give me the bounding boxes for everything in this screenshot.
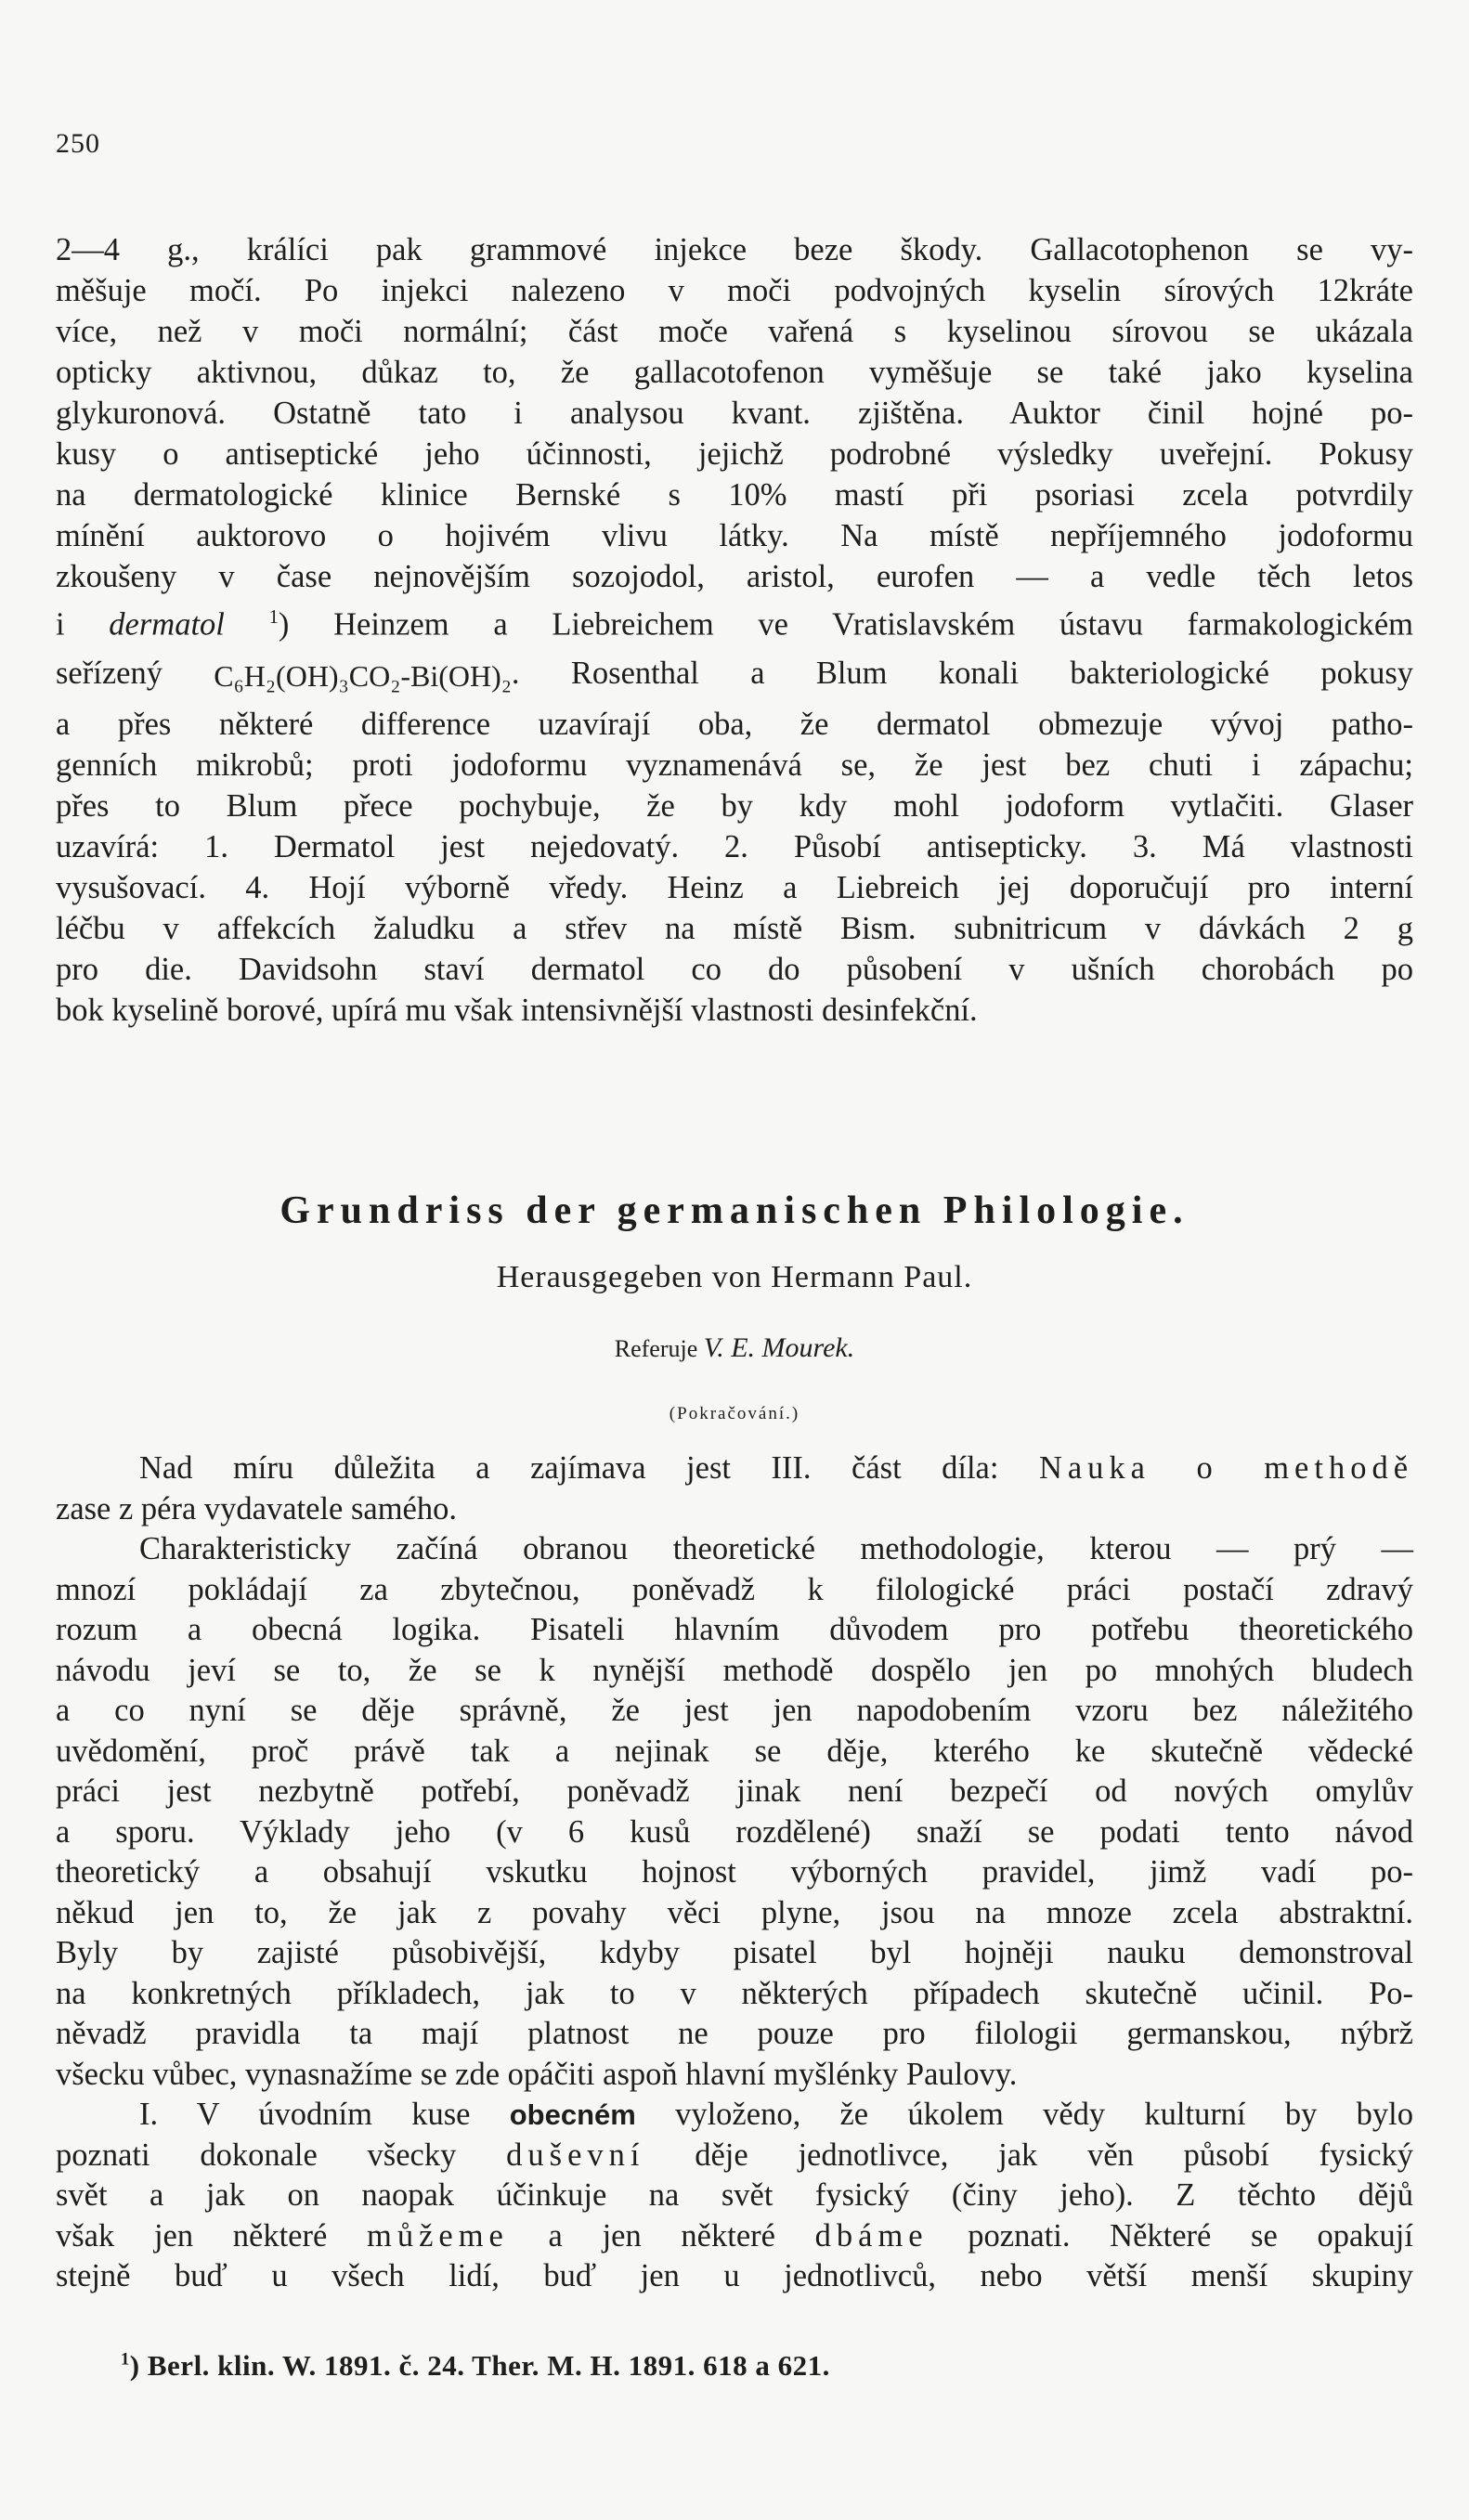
article-body bbox=[56, 1448, 1413, 2297]
text-line: práci jest nezbytně potřebí, poněvadž jinak není bezpečí od nových omylův bbox=[56, 1773, 1413, 1809]
text-line: opticky aktivnou, důkaz to, že gallacotofenon vyměšuje se také jako kyselina bbox=[56, 355, 1413, 390]
reviewer-line bbox=[0, 1332, 1469, 1364]
article-title: Grundriss der germanischen Philologie. bbox=[280, 1189, 1190, 1232]
text-line: přes to Blum přece pochybuje, že by kdy mohl jodoform vytlačiti. Glaser bbox=[56, 787, 1413, 824]
continued-note: (Pokračování.) bbox=[669, 1404, 800, 1423]
text-line: zkoušeny v čase nejnovějším sozojodol, aristol, eurofen — a vedle těch letos bbox=[56, 559, 1413, 594]
text-span: I. V úvodním kuse bbox=[139, 2097, 510, 2132]
dermatol-italic: dermatol bbox=[109, 606, 225, 643]
text-line: někud jen to, že jak z povahy věci plyne, jsou na mnoze zcela abstraktní. bbox=[56, 1894, 1413, 1930]
text-line: genních mikrobů; proti jodoformu vyznamenává se, že jest bez chuti i zápachu; bbox=[56, 747, 1413, 783]
text-line: bok kyselině borové, upírá mu však intensivnější vlastnosti desinfekční. bbox=[56, 992, 978, 1028]
text-line: theoretický a obsahují vskutku hojnost výborných pravidel, jimž vadí po- bbox=[56, 1854, 1413, 1890]
text-line: více, než v moči normální; část moče vařená s kyselinou sírovou se ukázala bbox=[56, 314, 1413, 349]
text-line bbox=[56, 2136, 1413, 2176]
text-line bbox=[56, 2095, 1413, 2136]
text-line: vysušovací. 4. Hojí výborně vředy. Heinz a Liebreich jej doporučují pro interní bbox=[56, 869, 1413, 905]
text-line: na konkretných příkladech, jak to v některých případech skutečně učinil. Po- bbox=[56, 1975, 1413, 2011]
spaced-emphasis: duševní bbox=[506, 2137, 645, 2173]
text-line: všecku vůbec, vynasnažíme se zde opáčiti aspoň hlavní myšlénky Paulovy. bbox=[56, 2056, 1018, 2092]
top-paragraph bbox=[56, 229, 1413, 1031]
text-span: poznati dokonale všecky bbox=[56, 2137, 507, 2173]
text-line: a sporu. Výklady jeho (v 6 kusů rozdělené) snaží se podati tento návod bbox=[56, 1813, 1413, 1850]
bold-term: obecném bbox=[509, 2098, 636, 2131]
reviewer-name: V. E. Mourek. bbox=[703, 1332, 855, 1363]
text-line bbox=[56, 2216, 1413, 2257]
text-line: a co nyní se děje správně, že jest jen napodobením vzoru bez náležitého bbox=[56, 1693, 1413, 1728]
text-span: vyloženo, že úkolem vědy kulturní by bylo bbox=[635, 2097, 1413, 2132]
line-rest: ) Heinzem a Liebreichem ve Vratislavském ústavu farmakologickém bbox=[278, 606, 1413, 643]
formula-after: . Rosenthal a Blum konali bakteriologické pokusy bbox=[511, 655, 1413, 691]
footnote-text: ) Berl. klin. W. 1891. č. 24. Ther. M. H. 1891. 618 a 621. bbox=[129, 2349, 830, 2382]
footnote-marker: 1 bbox=[121, 2349, 130, 2370]
text-line: 2—4 g., králíci pak grammové injekce beze škody. Gallacotophenon se vy- bbox=[56, 232, 1413, 267]
text-line: pro die. Davidsohn staví dermatol co do působení v ušních chorobách po bbox=[56, 951, 1413, 987]
text-line: uvědomění, proč právě tak a nejinak se děje, kterého ke skutečně vědecké bbox=[56, 1733, 1413, 1769]
text-line-dermatol bbox=[56, 597, 1413, 645]
text-line: a přes některé differencе uzavírají oba, že dermatol obmezuje vývoj patho- bbox=[56, 706, 1413, 742]
text-line: měšuje močí. Po injekci nalezeno v moči podvojných kyselin sírových 12kráte bbox=[56, 273, 1413, 308]
editor-line: Herausgegeben von Hermann Paul. bbox=[496, 1260, 973, 1294]
text-span: a jen některé bbox=[508, 2217, 815, 2254]
text-line: mnozí pokládají za zbytečnou, poněvadž k filologické práci postačí zdravý bbox=[56, 1571, 1413, 1607]
text-line: svět a jak on naopak účinkuje na svět fysický (činy jeho). Z těchto dějů bbox=[56, 2177, 1413, 2213]
chemical-formula: C₆H₂(OH)₃CO₂-Bi(OH)₂ bbox=[214, 658, 512, 693]
text-line: léčbu v affekcích žaludku a střev na místě Bism. subnitricum v dávkách 2 g bbox=[56, 910, 1413, 946]
text-line: stejně buď u všech lidí, buď jen u jednotlivců, nebo větší menší skupiny bbox=[56, 2258, 1413, 2293]
text-line: Byly by zajisté působivější, kdyby pisatel byl hojněji nauku demonstroval bbox=[56, 1935, 1413, 1970]
text-line: něvadž pravidla ta mají platnost ne pouze pro filologii germanskou, nýbrž bbox=[56, 2016, 1413, 2051]
text-line: na dermatologické klinice Bernské s 10% mastí při psoriasi zcela potvrdily bbox=[56, 477, 1413, 513]
text-span: však jen některé bbox=[56, 2217, 367, 2254]
formula-before: seřízený bbox=[56, 655, 214, 691]
spaced-emphasis: můžeme bbox=[367, 2217, 509, 2254]
formula-line bbox=[56, 645, 1413, 704]
text-span: poznati. Některé se opakují bbox=[928, 2217, 1413, 2254]
line-prefix: i bbox=[56, 606, 110, 643]
text-line: uzavírá: 1. Dermatol jest nejedovatý. 2. Působí antisepticky. 3. Má vlastnosti bbox=[56, 828, 1413, 864]
spaced-emphasis: dbáme bbox=[814, 2217, 929, 2254]
spaced-emphasis: Nauka o methodě bbox=[1038, 1450, 1414, 1486]
text-line bbox=[56, 1448, 1413, 1489]
footnote-marker: 1 bbox=[268, 607, 279, 628]
text-line: kusy o antiseptické jeho účinnosti, jejichž podrobné výsledky uveřejní. Pokusy bbox=[56, 436, 1413, 472]
text-line: zase z péra vydavatele samého. bbox=[56, 1490, 457, 1526]
page-number: 250 bbox=[56, 128, 100, 159]
text-line: glykuronová. Ostatně tato i analysou kvant. zjištěna. Auktor činil hojné po- bbox=[56, 396, 1413, 431]
text-line: mínění auktorovo o hojivém vlivu látky. Na místě nepříjemného jodoformu bbox=[56, 518, 1413, 553]
text-span: děje jednotlivce, jak věn působí fysický bbox=[644, 2137, 1414, 2173]
text-span: Nad míru důležita a zajímava jest III. část díla: bbox=[139, 1450, 1039, 1486]
footnote bbox=[121, 2349, 830, 2383]
text-line: Charakteristicky začíná obranou theoretické methodologie, kterou — prý — bbox=[139, 1531, 1413, 1566]
text-line: rozum a obecná logika. Pisateli hlavním důvodem pro potřebu theoretického bbox=[56, 1612, 1413, 1647]
text-line: návodu jeví se to, že se k nynější methodě dospělo jen po mnohých bludech bbox=[56, 1652, 1413, 1688]
reviewer-prefix: Referuje bbox=[614, 1335, 698, 1362]
